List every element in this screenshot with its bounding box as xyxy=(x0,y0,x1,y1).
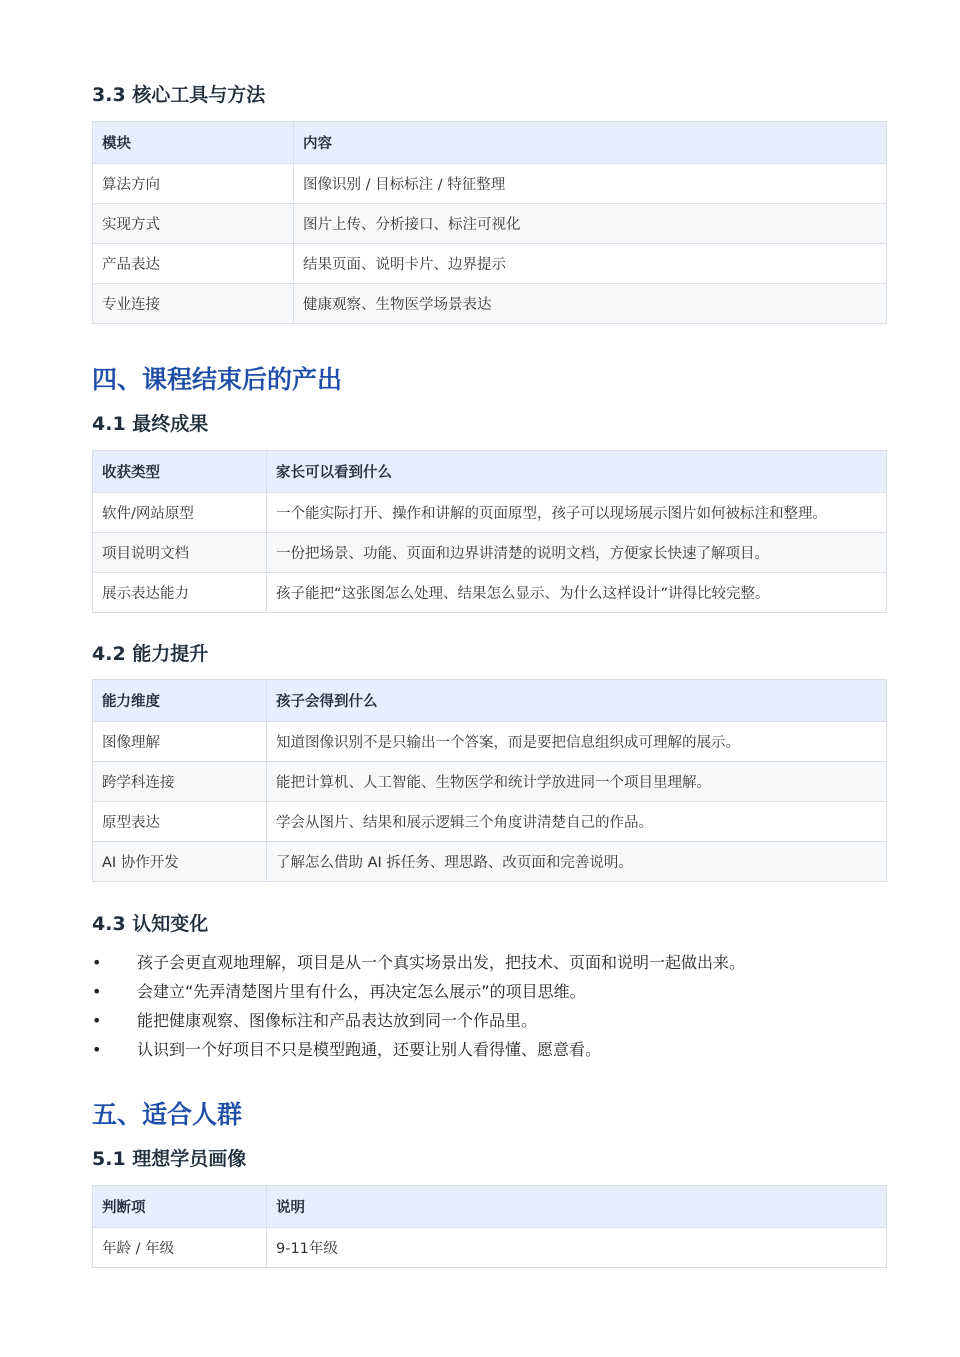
table-cell: 跨学科连接 xyxy=(93,762,267,802)
table-cell: 一份把场景、功能、页面和边界讲清楚的说明文档，方便家长快速了解项目。 xyxy=(267,533,887,573)
table-cell: 项目说明文档 xyxy=(93,533,267,573)
section-4-3-title: 4.3 认知变化 xyxy=(92,913,209,935)
table-row xyxy=(93,1228,887,1268)
table-cell: 图像理解 xyxy=(93,722,267,762)
section-5-heading: 五、适合人群 xyxy=(92,1100,243,1129)
table-row xyxy=(93,493,887,533)
table-cell: 展示表达能力 xyxy=(93,573,267,613)
table-row xyxy=(93,573,887,613)
section-4-1-title: 4.1 最终成果 xyxy=(92,413,209,435)
table-cell: 了解怎么借助 AI 拆任务、理思路、改页面和完善说明。 xyxy=(267,842,887,882)
bullet-icon: • xyxy=(92,1011,102,1030)
list-item xyxy=(92,1006,887,1035)
table-row xyxy=(93,762,887,802)
table-header-row xyxy=(93,451,887,493)
table-cell: 9-11年级 xyxy=(267,1228,887,1268)
table-row xyxy=(93,802,887,842)
list-item-text: 会建立“先弄清楚图片里有什么，再决定怎么展示”的项目思维。 xyxy=(137,982,586,1001)
table-cell: 算法方向 xyxy=(93,164,294,204)
table-cell: 年龄 / 年级 xyxy=(93,1228,267,1268)
final-results-table xyxy=(92,450,887,613)
cognition-list xyxy=(92,948,887,1064)
table-row xyxy=(93,533,887,573)
column-header: 模块 xyxy=(93,122,294,164)
table-cell: 产品表达 xyxy=(93,244,294,284)
bullet-icon: • xyxy=(92,982,102,1001)
table-row xyxy=(93,164,887,204)
column-header: 收获类型 xyxy=(93,451,267,493)
list-item-text: 孩子会更直观地理解，项目是从一个真实场景出发，把技术、页面和说明一起做出来。 xyxy=(137,953,746,972)
table-row xyxy=(93,244,887,284)
table-cell: 孩子能把“这张图怎么处理、结果怎么显示、为什么这样设计”讲得比较完整。 xyxy=(267,573,887,613)
table-cell: 学会从图片、结果和展示逻辑三个角度讲清楚自己的作品。 xyxy=(267,802,887,842)
table-cell: 一个能实际打开、操作和讲解的页面原型，孩子可以现场展示图片如何被标注和整理。 xyxy=(267,493,887,533)
column-header: 孩子会得到什么 xyxy=(267,680,887,722)
ability-table xyxy=(92,679,887,882)
table-cell: 健康观察、生物医学场景表达 xyxy=(294,284,887,324)
table-header-row xyxy=(93,1186,887,1228)
table-cell: 知道图像识别不是只输出一个答案，而是要把信息组织成可理解的展示。 xyxy=(267,722,887,762)
list-item xyxy=(92,948,887,977)
table-row xyxy=(93,722,887,762)
table-cell: 软件/网站原型 xyxy=(93,493,267,533)
column-header: 内容 xyxy=(294,122,887,164)
column-header: 判断项 xyxy=(93,1186,267,1228)
section-4-heading: 四、课程结束后的产出 xyxy=(92,365,343,394)
column-header: 家长可以看到什么 xyxy=(267,451,887,493)
table-cell: 实现方式 xyxy=(93,204,294,244)
column-header: 说明 xyxy=(267,1186,887,1228)
table-cell: 图像识别 / 目标标注 / 特征整理 xyxy=(294,164,887,204)
tools-methods-table xyxy=(92,121,887,324)
bullet-icon: • xyxy=(92,1040,102,1059)
bullet-icon: • xyxy=(92,953,102,972)
list-item-text: 能把健康观察、图像标注和产品表达放到同一个作品里。 xyxy=(137,1011,538,1030)
section-4-2-title: 4.2 能力提升 xyxy=(92,643,209,665)
table-row xyxy=(93,842,887,882)
table-cell: AI 协作开发 xyxy=(93,842,267,882)
section-5-1-title: 5.1 理想学员画像 xyxy=(92,1148,247,1170)
table-cell: 图片上传、分析接口、标注可视化 xyxy=(294,204,887,244)
column-header: 能力维度 xyxy=(93,680,267,722)
table-cell: 能把计算机、人工智能、生物医学和统计学放进同一个项目里理解。 xyxy=(267,762,887,802)
student-profile-table xyxy=(92,1185,887,1268)
table-cell: 原型表达 xyxy=(93,802,267,842)
list-item-text: 认识到一个好项目不只是模型跑通，还要让别人看得懂、愿意看。 xyxy=(137,1040,602,1059)
table-row xyxy=(93,204,887,244)
table-row xyxy=(93,284,887,324)
list-item xyxy=(92,977,887,1006)
table-header-row xyxy=(93,680,887,722)
table-cell: 专业连接 xyxy=(93,284,294,324)
table-header-row xyxy=(93,122,887,164)
table-cell: 结果页面、说明卡片、边界提示 xyxy=(294,244,887,284)
list-item xyxy=(92,1035,887,1064)
section-3-3-title: 3.3 核心工具与方法 xyxy=(92,84,266,106)
